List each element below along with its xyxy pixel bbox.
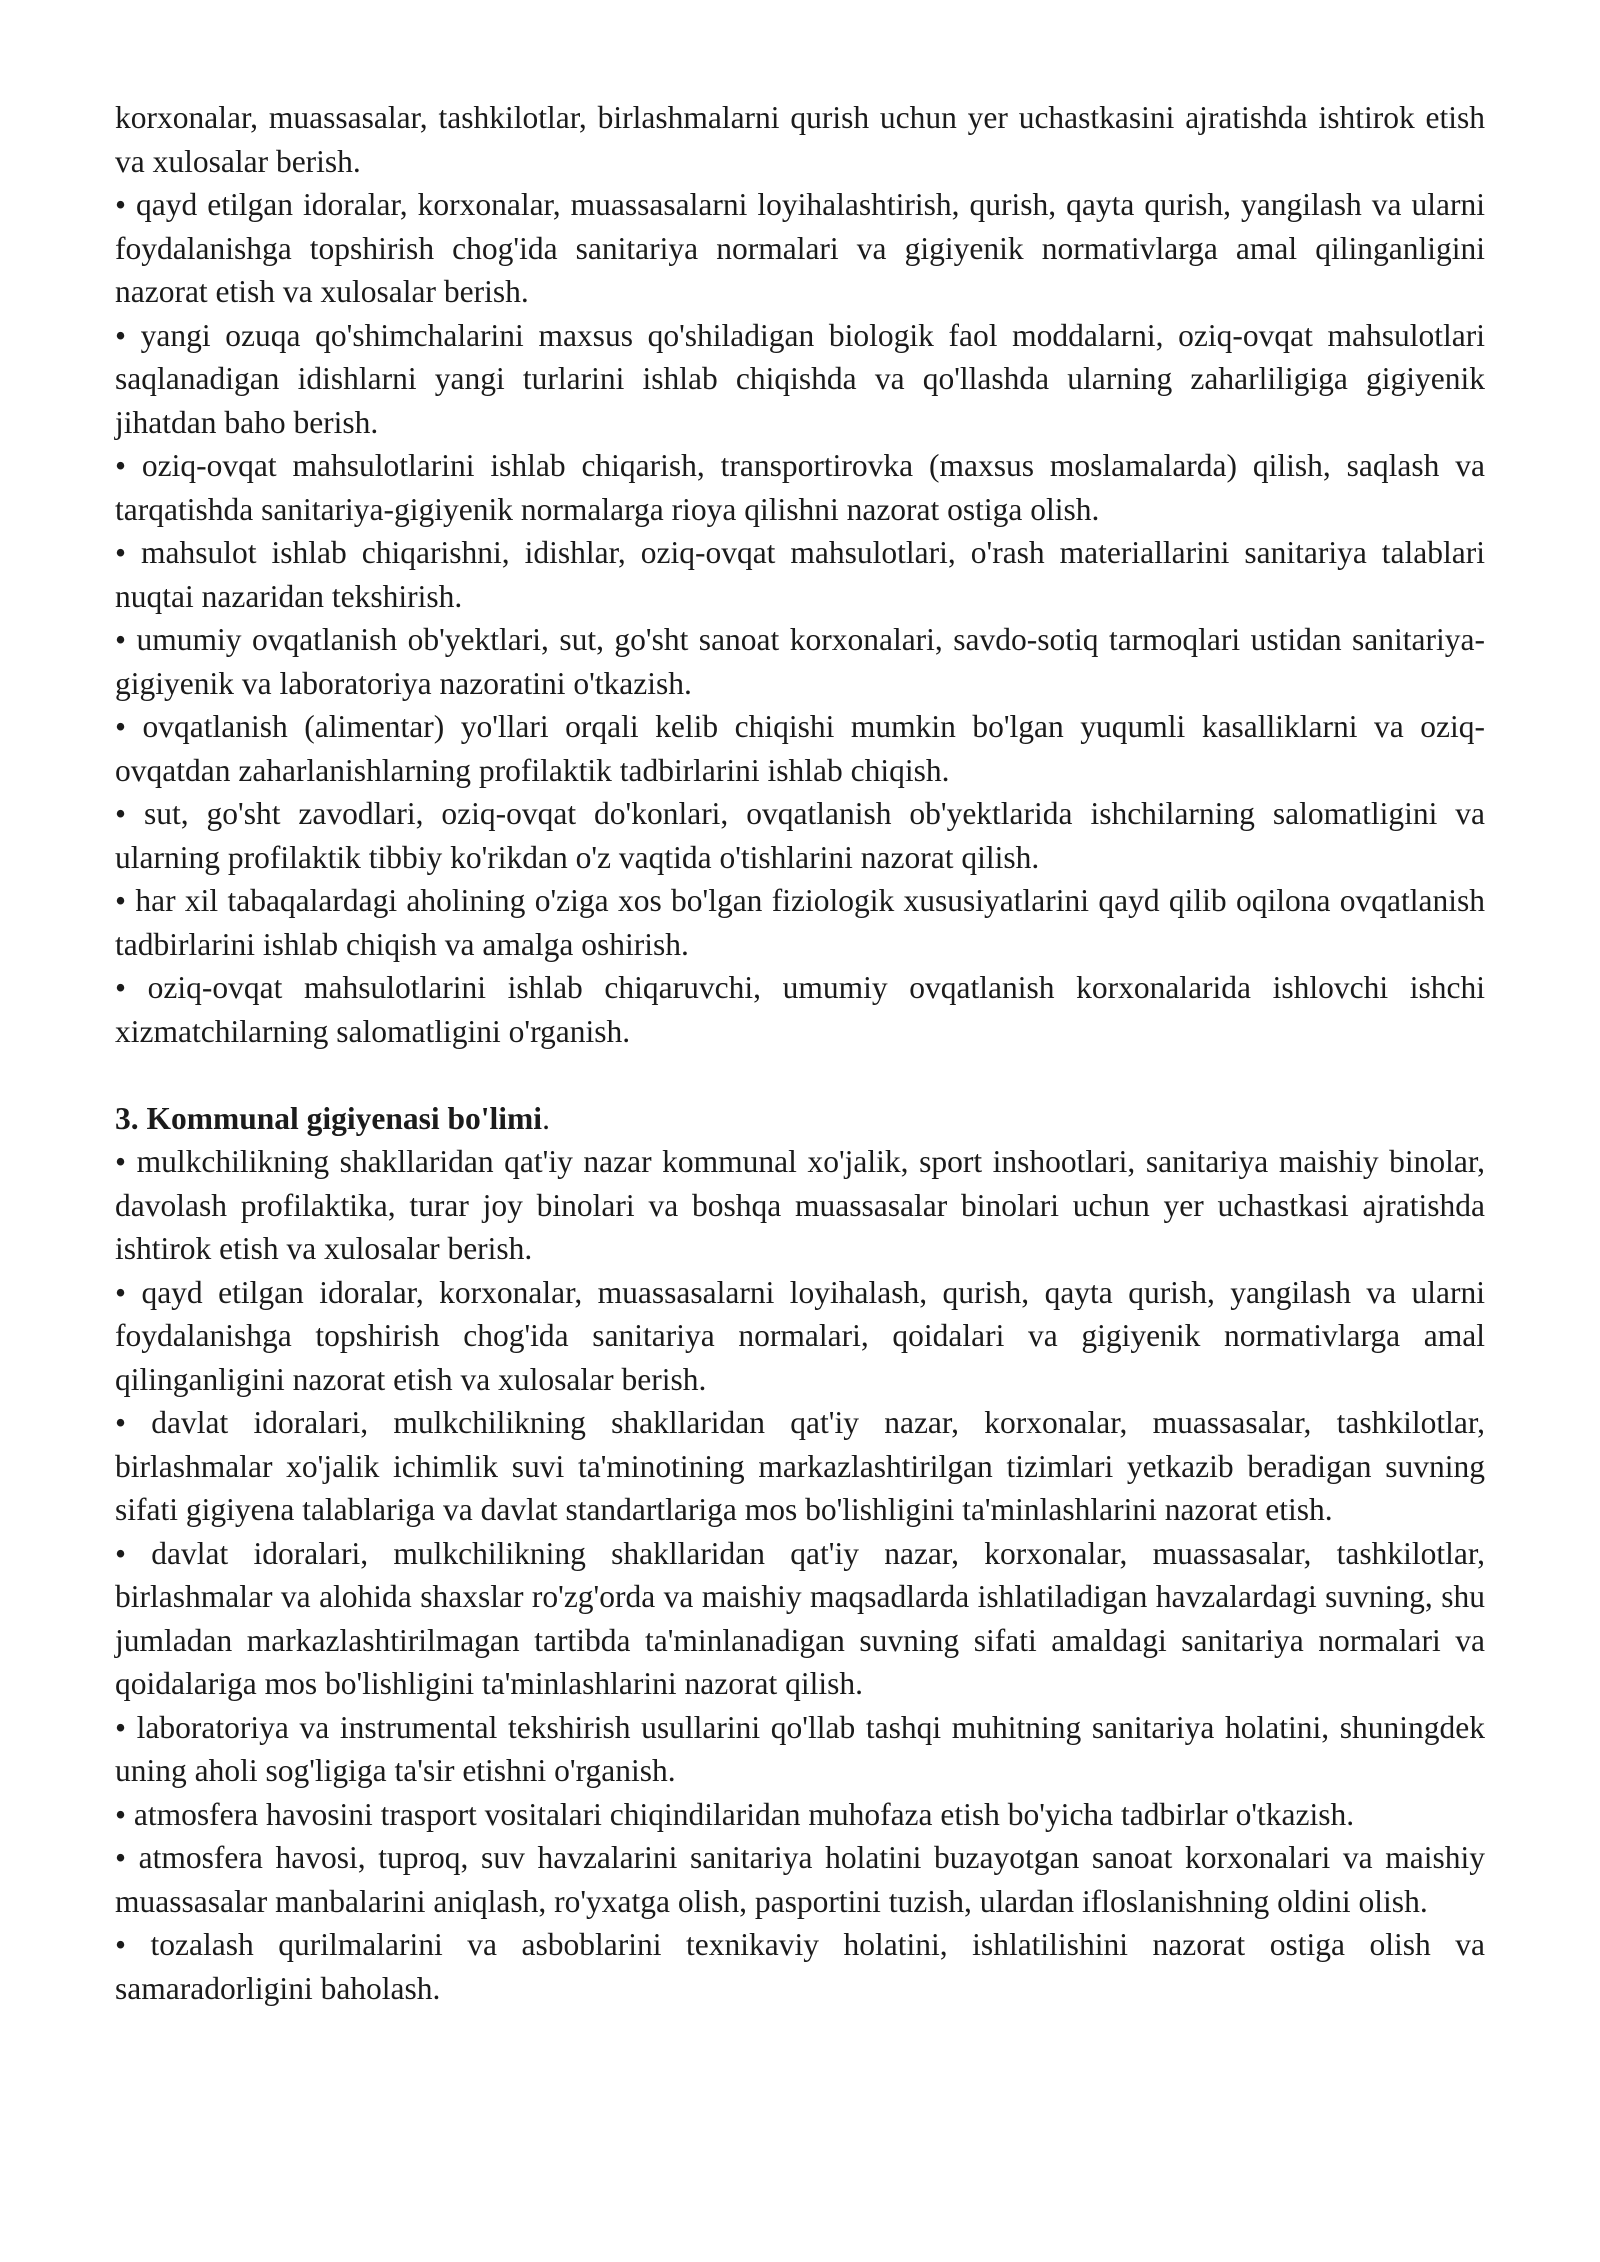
paragraph: korxonalar, muassasalar, tashkilotlar, birlashmalarni qurish uchun yer uchastkasini ajratishda ishtirok etish va xulosalar berish. bbox=[115, 100, 1485, 179]
bullet-paragraph: • oziq-ovqat mahsulotlarini ishlab chiqarish, transportirovka (maxsus moslamalarda) qilish, saqlash va tarqatishda sanitariya-gigiyenik normalarga rioya qilishni nazorat ostiga olish. bbox=[115, 448, 1485, 527]
bullet-paragraph: • davlat idoralari, mulkchilikning shakllaridan qat'iy nazar, korxonalar, muassasalar, tashkilotlar, birlashmalar va alohida shaxslar ro'zg'orda va maishiy maqsadlarda ishlatiladigan havzalardagi suvning, shu jumladan markazlashtirilmagan tartibda ta'minlanadigan suvning sifati amaldagi sanitariya normalari va qoidalariga mos bo'lishligini ta'minlashlarini nazorat qilish. bbox=[115, 1535, 1485, 1701]
bullet-paragraph: • davlat idoralari, mulkchilikning shakllaridan qat'iy nazar, korxonalar, muassasalar, tashkilotlar, birlashmalar xo'jalik ichimlik suvi ta'minotining markazlashtirilgan tizimlari yetkazib beradigan suvning sifati gigiyena talablariga va davlat standartlariga mos bo'lishligini ta'minlashlarini nazorat etish. bbox=[115, 1405, 1485, 1527]
bullet-paragraph: • qayd etilgan idoralar, korxonalar, muassasalarni loyihalashtirish, qurish, qayta qurish, yangilash va ularni foydalanishga topshirish chog'ida sanitariya normalari va gigiyenik normativlarga amal qilinganligini nazorat etish va xulosalar berish. bbox=[115, 187, 1485, 309]
bullet-paragraph: • qayd etilgan idoralar, korxonalar, muassasalarni loyihalash, qurish, qayta qurish, yangilash va ularni foydalanishga topshirish chog'ida sanitariya normalari, qoidalari va gigiyenik normativlarga amal qilinganligini nazorat etish va xulosalar berish. bbox=[115, 1274, 1485, 1397]
bullet-paragraph: • laboratoriya va instrumental tekshirish usullarini qo'llab tashqi muhitning sanitariya holatini, shuningdek uning aholi sog'ligiga ta'sir etishni o'rganish. bbox=[115, 1709, 1485, 1788]
bullet-paragraph: • tozalash qurilmalarini va asboblarini texnikaviy holatini, ishlatilishini nazorat ostiga olish va samaradorligini baholash. bbox=[115, 1927, 1485, 2006]
section-2-continued bbox=[115, 96, 1485, 1053]
section-heading bbox=[115, 1097, 1485, 1141]
bullet-paragraph: • har xil tabaqalardagi aholining o'ziga xos bo'lgan fiziologik xususiyatlarini qayd qilib oqilona ovqatlanish tadbirlarini ishlab chiqish va amalga oshirish. bbox=[115, 883, 1485, 962]
section-heading-text: 3. Kommunal gigiyenasi bo'limi bbox=[115, 1100, 543, 1136]
bullet-paragraph: • atmosfera havosini trasport vositalari chiqindilaridan muhofaza etish bo'yicha tadbirlar o'tkazish. bbox=[115, 1796, 1355, 1832]
section-heading-period: . bbox=[542, 1100, 550, 1136]
section-gap bbox=[115, 1053, 1485, 1097]
bullet-paragraph: • umumiy ovqatlanish ob'yektlari, sut, go'sht sanoat korxonalari, savdo-sotiq tarmoqlari ustidan sanitariya-gigiyenik va laboratoriya nazoratini o'tkazish. bbox=[115, 622, 1485, 701]
document-page bbox=[115, 96, 1485, 2010]
bullet-paragraph: • oziq-ovqat mahsulotlarini ishlab chiqaruvchi, umumiy ovqatlanish korxonalarida ishlovchi ishchi xizmatchilarning salomatligini o'rganish. bbox=[115, 970, 1485, 1049]
bullet-paragraph: • yangi ozuqa qo'shimchalarini maxsus qo'shiladigan biologik faol moddalarni, oziq-ovqat mahsulotlari saqlanadigan idishlarni yangi turlarini ishlab chiqishda va qo'llashda ularning zaharliligiga gigiyenik jihatdan baho berish. bbox=[115, 317, 1485, 440]
bullet-paragraph: • ovqatlanish (alimentar) yo'llari orqali kelib chiqishi mumkin bo'lgan yuqumli kasalliklarni va oziq-ovqatdan zaharlanishlarning profilaktik tadbirlarini ishlab chiqish. bbox=[115, 709, 1485, 788]
bullet-paragraph: • atmosfera havosi, tuproq, suv havzalarini sanitariya holatini buzayotgan sanoat korxonalari va maishiy muassasalar manbalarini aniqlash, ro'yxatga olish, pasportini tuzish, ulardan ifloslanishning oldini olish. bbox=[115, 1840, 1485, 1919]
bullet-paragraph: • mulkchilikning shakllaridan qat'iy nazar kommunal xo'jalik, sport inshootlari, sanitariya maishiy binolar, davolash profilaktika, turar joy binolari va boshqa muassasalar binolari uchun yer uchastkasi ajratishda ishtirok etish va xulosalar berish. bbox=[115, 1144, 1485, 1266]
section-3 bbox=[115, 1097, 1485, 2011]
bullet-paragraph: • mahsulot ishlab chiqarishni, idishlar, oziq-ovqat mahsulotlari, o'rash materiallarini sanitariya talablari nuqtai nazaridan tekshirish. bbox=[115, 535, 1485, 614]
bullet-paragraph: • sut, go'sht zavodlari, oziq-ovqat do'konlari, ovqatlanish ob'yektlarida ishchilarning salomatligini va ularning profilaktik tibbiy ko'rikdan o'z vaqtida o'tishlarini nazorat qilish. bbox=[115, 796, 1485, 875]
